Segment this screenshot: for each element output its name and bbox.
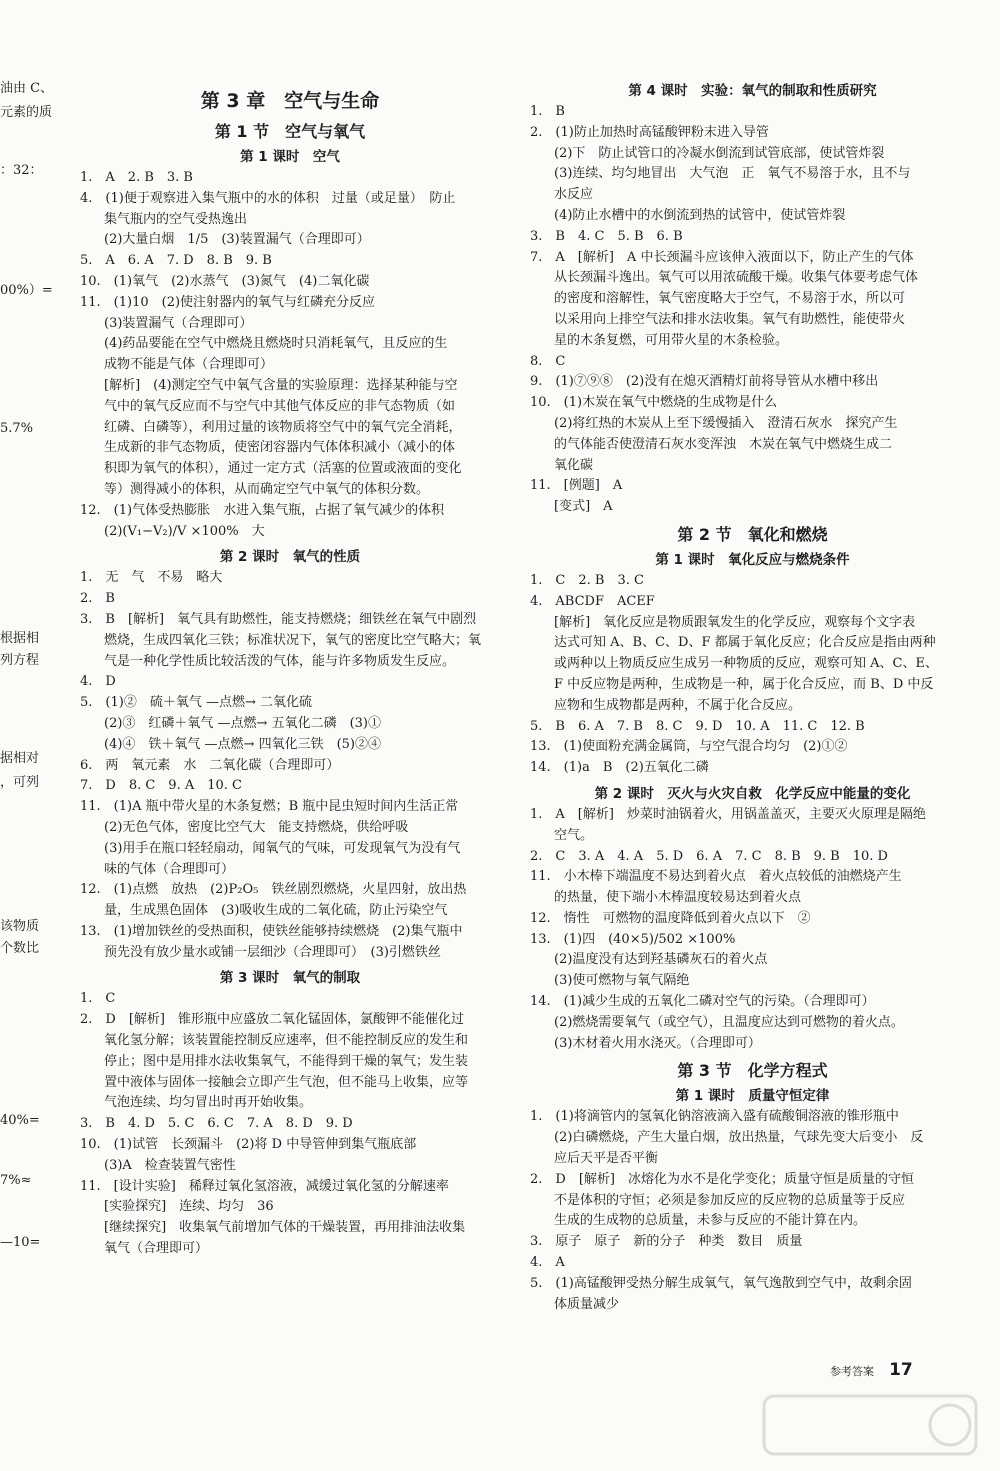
answer-line: 14. (1)减少生成的五氧化二磷对空气的污染。（合理即可） (530, 994, 875, 1010)
section-heading: 第 3 节 化学方程式 (677, 1061, 828, 1081)
answer-line: 1. (1)将滴管内的氢氧化钠溶液滴入盛有硫酸铜溶液的锥形瓶中 (530, 1109, 899, 1125)
answer-line: 星的木条复燃，可用带火星的木条检验。 (554, 332, 789, 348)
answer-line: 11. [设计实验] 稀释过氧化氢溶液，减缓过氧化氢的分解速率 (80, 1178, 449, 1194)
answer-line: (2)白磷燃烧，产生大量白烟，放出热量，气球先变大后变小 反 (554, 1130, 924, 1146)
lesson-heading: 第 1 课时 氧化反应与燃烧条件 (655, 551, 850, 568)
answer-line: (3)装置漏气（合理即可） (104, 315, 253, 331)
page-number: 17 (889, 1360, 913, 1380)
answer-line: 2. C 3. A 4. A 5. D 6. A 7. C 8. B 9. B 10. D (530, 848, 888, 864)
right-column (530, 76, 975, 1315)
answer-line: 1. A [解析] 炒菜时油锅着火，用锅盖盖灭，主要灭火原理是隔绝 (530, 806, 926, 822)
answer-line: 4. A (530, 1255, 565, 1271)
answer-line: 燃烧，生成四氧化三铁；标准状况下，氧气的密度比空气略大；氧 (104, 632, 482, 648)
answer-line: 6. 两 氧元素 水 二氧化碳（合理即可） (80, 757, 340, 773)
chapter-title: 第 3 章 空气与生命 (200, 90, 380, 112)
answer-line: 1. 无 气 不易 略大 (80, 570, 223, 586)
section-heading: 第 1 节 空气与氧气 (214, 122, 366, 141)
answer-line: 9. (1)⑦⑨⑧ (2)没有在熄灭酒精灯前将导管从水槽中移出 (530, 374, 879, 390)
edge-fragment: ，可列 (0, 775, 40, 790)
answer-line: 10. (1)木炭在氧气中燃烧的生成物是什么 (530, 395, 778, 411)
answer-line: 2. D [解析] 锥形瓶中应盛放二氧化锰固体，氯酸钾不能催化过 (80, 1012, 464, 1028)
answer-line: 氧气（合理即可） (104, 1241, 209, 1257)
answer-line: 积即为氧气的体积），通过一定方式（活塞的位置或液面的变化 (104, 461, 462, 477)
edge-fragment: 根据相 (0, 631, 40, 646)
answer-line: 的密度和溶解性，氧气密度略大于空气，不易溶于水，所以可 (554, 291, 906, 307)
answer-line: 5. (1)② 硫＋氧气 —点燃→ 二氧化硫 (80, 695, 312, 711)
answer-line: (3)用手在瓶口轻轻扇动，闻氧气的气味，可发现氧气为没有气 (104, 840, 461, 856)
answer-line: 或两种以上物质反应生成另一种物质的反应，观察可知 A、C、E、 (554, 656, 938, 672)
answer-line: 10. (1)氧气 (2)水蒸气 (3)氮气 (4)二氧化碳 (80, 273, 370, 289)
edge-fragment: 列方程 (0, 653, 40, 668)
answer-line: (2)温度没有达到羟基磷灰石的着火点 (554, 952, 768, 968)
answer-line: [继续探究] 收集氧气前增加气体的干燥装置，再用排油法收集 (104, 1220, 466, 1236)
answer-line: 4. D (80, 674, 116, 690)
answer-line: (3)使可燃物与氧气隔绝 (554, 973, 690, 989)
left-edge-fragments (0, 0, 62, 1471)
answer-line: 预先没有放少量水或铺一层细沙（合理即可） (3)引燃铁丝 (104, 944, 441, 960)
answer-line: 应物和生成物都是两种，不属于化合反应。 (554, 697, 802, 713)
answer-line: 氧化氢分解；该装置能控制反应速率，但不能控制反应的发生和 (104, 1033, 469, 1049)
lesson-heading: 第 1 课时 空气 (240, 149, 340, 165)
answer-line: (2)下 防止试管口的冷凝水倒流到试管底部，使试管炸裂 (554, 145, 885, 161)
answer-line: (2)将红热的木炭从上至下缓慢插入 澄清石灰水 探究产生 (554, 415, 898, 431)
answer-line: 等）测得减小的体积，从而确定空气中氧气的体积分数。 (104, 481, 430, 497)
answer-line: 4. ABCDF ACEF (530, 593, 655, 609)
watermark-stamp-icon (760, 1390, 980, 1460)
answer-line: (3)连续、均匀地冒出 大气泡 正 氧气不易溶于水，且不与 (554, 166, 911, 182)
answer-line: (2)③ 红磷＋氧气 —点燃→ 五氧化二磷 (3)① (104, 715, 381, 731)
answer-line: 12. (1)点燃 放热 (2)P₂O₅ 铁丝剧烈燃烧，火星四射，放出热 (80, 882, 467, 898)
answer-line: 气泡连续、均匀冒出时再开始收集。 (104, 1095, 313, 1111)
lesson-heading: 第 1 课时 质量守恒定律 (675, 1088, 830, 1105)
section-heading: 第 2 节 氧化和燃烧 (677, 524, 828, 544)
answer-line: 11. 小木棒下端温度不易达到着火点 着火点较低的油燃烧产生 (530, 869, 902, 885)
edge-fragment: 元素的质 (0, 105, 53, 120)
answer-line: (4)药品要能在空气中燃烧且燃烧时只消耗氧气，且反应的生 (104, 336, 448, 352)
answer-line: 水反应 (554, 187, 594, 203)
answer-line: 1. C (80, 991, 116, 1007)
answer-line: 13. (1)增加铁丝的受热面积，使铁丝能够持续燃烧 (2)集气瓶中 (80, 923, 463, 939)
answer-line: (4)④ 铁＋氧气 —点燃→ 四氧化三铁 (5)②④ (104, 736, 381, 752)
answer-line: [解析] (4)测定空气中氧气含量的实验原理：选择某种能与空 (104, 377, 458, 393)
answer-line: 生成新的非气态物质，使密闭容器内气体体积减小（减小的体 (104, 440, 456, 456)
answer-line: 7. D 8. C 9. A 10. C (80, 778, 242, 794)
answer-line: 12. (1)气体受热膨胀 水进入集气瓶，占据了氧气减少的体积 (80, 502, 445, 518)
answer-line: (4)防止水槽中的水倒流到热的试管中，使试管炸裂 (554, 207, 846, 223)
answer-line: 3. B [解析] 氧气具有助燃性，能支持燃烧；细铁丝在氧气中剧烈 (80, 611, 477, 627)
answer-line: 3. B 4. C 5. B 6. B (530, 228, 683, 244)
answer-line: 12. 惰性 可燃物的温度降低到着火点以下 ② (530, 910, 811, 926)
edge-fragment: 5.7% (0, 421, 34, 436)
edge-fragment: 据相对 (0, 751, 40, 766)
answer-line: (2)大量白烟 1/5 (3)装置漏气（合理即可） (104, 232, 370, 248)
answer-line: 停止；图中是用排水法收集氧气，不能得到干燥的氧气；发生装 (104, 1053, 469, 1069)
answer-line: 体质量减少 (554, 1296, 620, 1312)
answer-line: (2)(V₁−V₂)/V ×100% 大 (104, 523, 265, 539)
left-column (80, 76, 500, 1260)
answer-line: 7. A [解析] A 中长颈漏斗应该伸入液面以下，防止产生的气体 (530, 249, 914, 265)
answer-line: 量，生成黑色固体 (3)吸收生成的二氧化硫，防止污染空气 (104, 903, 448, 919)
answer-line: 达式可知 A、B、C、D、F 都属于氧化反应；化合反应是指由两种 (554, 635, 936, 651)
answer-line: 2. (1)防止加热时高锰酸钾粉末进入导管 (530, 124, 769, 140)
answer-line: 4. (1)便于观察进入集气瓶中的水的体积 过量（或足量） 防止 (80, 190, 456, 206)
answer-line: 8. C (530, 353, 566, 369)
answer-line: 氧化碳 (554, 457, 594, 473)
answer-line: 1. A 2. B 3. B (80, 170, 193, 185)
lesson-heading: 第 2 课时 氧气的性质 (219, 549, 361, 566)
answer-line: (3)A 检查装置气密性 (104, 1157, 236, 1173)
answer-line: (3)木材着火用水浇灭。（合理即可） (554, 1035, 761, 1051)
lesson-heading: 第 3 课时 氧气的制取 (219, 970, 361, 987)
answer-line: 14. (1)a B (2)五氧化二磷 (530, 760, 709, 776)
answer-line: 空气。 (554, 827, 594, 843)
edge-fragment: 40%= (0, 1113, 40, 1128)
edge-fragment: 油由 C、 (0, 81, 54, 96)
answer-line: 红磷、白磷等），利用过量的该物质将空气中的氧气完全消耗， (104, 419, 462, 435)
answer-line: 5. A 6. A 7. D 8. B 9. B (80, 253, 272, 269)
lesson-heading: 第 2 课时 灭火与火灾自救 化学反应中能量的变化 (594, 785, 911, 802)
answer-line: 3. B 4. D 5. C 6. C 7. A 8. D 9. D (80, 1116, 353, 1132)
answer-line: 从长颈漏斗逸出。氧气可以用浓硫酸干燥。收集气体要考虑气体 (554, 270, 919, 286)
answer-line: 1. C 2. B 3. C (530, 572, 644, 588)
answer-line: 气是一种化学性质比较活泼的气体，能与许多物质发生反应。 (104, 653, 456, 669)
answer-line: [变式] A (554, 499, 613, 515)
answer-line: 5. B 6. A 7. B 8. C 9. D 10. A 11. C 12. B (530, 718, 865, 734)
answer-line: 的热量，使下端小木棒温度较易达到着火点 (554, 890, 802, 906)
answer-line: 不是体积的守恒；必须是参加反应的反应物的总质量等于反应 (554, 1192, 906, 1208)
edge-fragment: 7%≈ (0, 1173, 32, 1188)
answer-line: 味的气体（合理即可） (104, 861, 235, 877)
page-footer (830, 1360, 913, 1380)
answer-line: (2)无色气体，密度比空气大 能支持燃烧，供给呼吸 (104, 819, 409, 835)
answer-line: 5. (1)高锰酸钾受热分解生成氧气，氧气逸散到空气中，故剩余固 (530, 1275, 912, 1291)
answer-line: 13. (1)使面粉充满金属筒，与空气混合均匀 (2)①② (530, 739, 848, 755)
lesson-heading: 第 4 课时 实验：氧气的制取和性质研究 (628, 83, 877, 99)
answer-line: 的气体能否使澄清石灰水变浑浊 木炭在氧气中燃烧生成二 (554, 436, 893, 452)
edge-fragment: —10= (0, 1235, 41, 1250)
edge-fragment: 个数比 (0, 941, 40, 956)
answer-line: 成物不能是气体（合理即可） (104, 357, 274, 373)
answer-line: 集气瓶内的空气受热逸出 (104, 211, 248, 227)
answer-line: 应后天平是否平衡 (554, 1151, 659, 1167)
edge-fragment: 00%）= (0, 283, 53, 298)
answer-line: 以采用向上排空气法和排水法收集。氧气有助燃性，能使带火 (554, 311, 906, 327)
answer-line: 3. 原子 原子 新的分子 种类 数目 质量 (530, 1234, 803, 1250)
edge-fragment: 该物质 (0, 919, 40, 934)
footer-label: 参考答案 (830, 1365, 874, 1378)
answer-line: 11. [例题] A (530, 478, 623, 494)
edge-fragment: ：32： (0, 163, 43, 178)
answer-line: 生成的生成物的总质量，未参与反应的不能计算在内。 (554, 1213, 867, 1229)
answer-line: 1. B (530, 104, 565, 119)
answer-line: 13. (1)四 (40×5)/502 ×100% (530, 931, 736, 947)
answer-line: 置中液体与固体一接触会立即产生气泡，但不能马上收集，应等 (104, 1074, 469, 1090)
answer-line: 11. (1)10 (2)使注射器内的氧气与红磷充分反应 (80, 294, 376, 310)
answer-line: 10. (1)试管 长颈漏斗 (2)将 D 中导管伸到集气瓶底部 (80, 1137, 417, 1153)
answer-line: (2)燃烧需要氧气（或空气），且温度应达到可燃物的着火点。 (554, 1014, 904, 1030)
answer-line: 2. D [解析] 冰熔化为水不是化学变化；质量守恒是质量的守恒 (530, 1171, 914, 1187)
answer-line: 气中的氧气反应而不与空气中其他气体反应的非气态物质（如 (104, 398, 456, 414)
answer-line: 2. B (80, 591, 115, 607)
answer-line: [解析] 氧化反应是物质跟氧发生的化学反应，观察每个文字表 (554, 614, 916, 630)
answer-line: 11. (1)A 瓶中带火星的木条复燃；B 瓶中昆虫短时间内生活正常 (80, 799, 459, 815)
answer-line: F 中反应物是两种，生成物是一种，属于化合反应，而 B、D 中反 (554, 676, 934, 692)
answer-line: [实验探究] 连续、均匀 36 (104, 1199, 274, 1215)
